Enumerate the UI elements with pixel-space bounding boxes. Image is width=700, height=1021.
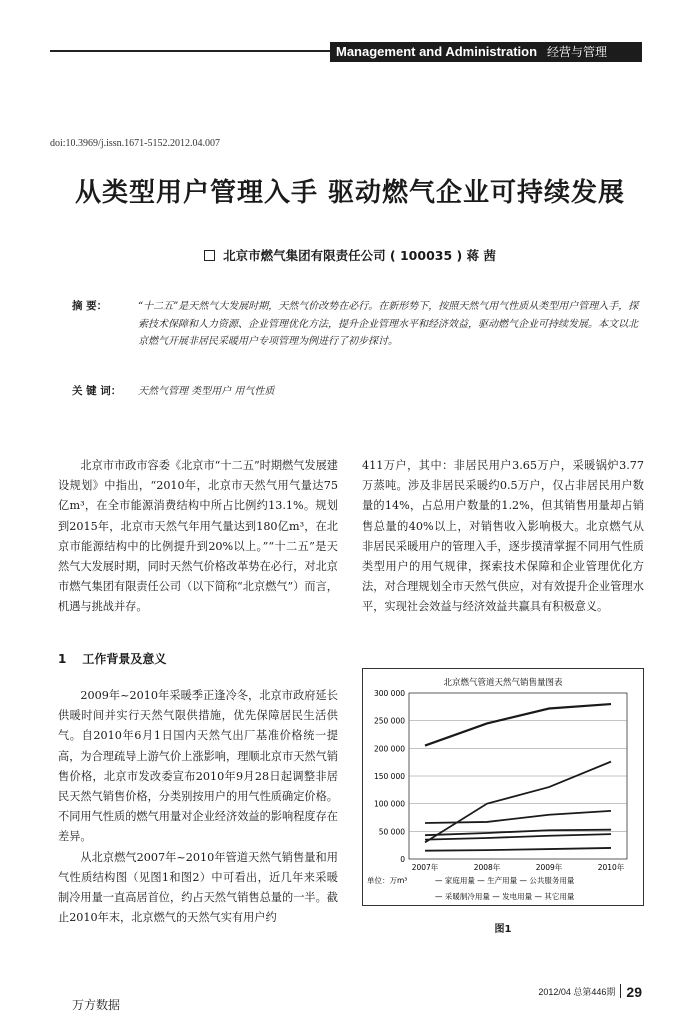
y-tick-label: 200 000 — [373, 744, 405, 754]
x-tick-label: 2007年 — [411, 863, 439, 872]
y-tick-label: 250 000 — [373, 716, 405, 726]
author-text: 北京市燃气集团有限责任公司 ( 100035 ) 蒋 茜 — [223, 248, 496, 263]
y-tick-label: 150 000 — [373, 772, 405, 781]
keywords — [72, 382, 274, 398]
abstract-label: 摘 要： — [72, 300, 108, 312]
section-zh: 经营与管理 — [547, 45, 608, 59]
series-line-4 — [425, 704, 611, 746]
x-tick-label: 2010年 — [597, 863, 625, 872]
series-lines — [425, 704, 611, 851]
y-tick-labels — [374, 689, 405, 864]
y-tick-label: 100 000 — [373, 799, 405, 809]
legend-row-2: — 采暖制冷用量 — 发电用量 — 其它用量 — [435, 892, 575, 901]
line-chart — [363, 669, 643, 905]
column-left-section — [58, 686, 338, 928]
legend-row-1: — 家庭用量 — 生产用量 — 公共服务用量 — [435, 876, 575, 885]
paragraph: 北京市市政市容委《北京市“十二五”时期燃气发展建设规划》中指出，“2010年，北京市天然气用气量达75亿m³，在全市能源消费结构中所占比例约13.1%。规划到2015年，北京市天然气年用气量达到180亿m³，在北京市能源结构中的比例提升到20%以上。”“十二五”是天然气大发展时期，同时天然气价格改革势在必行，对北京市燃气集团有限责任公司（以下简称“北京燃气”）而言，机遇与挑战并存。 — [58, 459, 338, 614]
section-title: 工作背景及意义 — [82, 652, 167, 666]
x-tick-labels — [412, 862, 625, 872]
chart-title: 北京燃气管道天然气销售量图表 — [443, 678, 563, 688]
gridlines — [409, 721, 627, 832]
y-tick-label: 0 — [400, 855, 405, 864]
footer-divider — [620, 984, 621, 998]
paragraph: 411万户，其中：非居民用户3.65万户，采暖锅炉3.77万蒸吨。涉及非居民采暖约0.5万户，仅占非居民用户数量的14%，占总用户数量的1.2%，但其销售用量却占销售总量的40%以上，对销售收入影响极大。北京燃气从非居民采暖用户的管理入手，逐步摸清掌握不同用气性质类型用户的用气规律，探索技术保障和企业管理优化方法，对合理规划全市天然气供应，对有效提升企业管理水平，实现社会效益与经济效益共赢具有积极意义。 — [362, 459, 644, 614]
x-tick-label: 2008年 — [473, 863, 501, 872]
y-tick-label: 50 000 — [378, 827, 405, 837]
section-en: Management and Administration — [336, 44, 538, 59]
issue-info: 2012/04 总第446期 — [538, 987, 616, 997]
series-line-1 — [425, 811, 611, 823]
article-title: 从类型用户管理入手 驱动燃气企业可持续发展 — [74, 178, 626, 208]
watermark: 万方数据 — [72, 998, 121, 1012]
doi: doi:10.3969/j.issn.1671-5152.2012.04.007 — [50, 138, 221, 149]
paragraph: 2009年~2010年采暖季正逢冷冬，北京市政府延长供暖时间并实行天然气限供措施，优先保障居民生活供气。自2010年6月1日国内天然气出厂基准价格统一提高，为合理疏导上游气价上涨影响，理顺北京市天然气销售价格，北京市发改委宣布2010年9月28日起调整非居民天然气销售价格，分类别按用户的用气性质确定价格。不同用气性质的燃气用量对企业经济效益的影响程度存在差异。 — [58, 689, 338, 844]
figure-1 — [362, 668, 644, 906]
paragraph: 从北京燃气2007年~2010年管道天然气销售量和用气性质结构图（见图1和图2）中可看出，近几年来采暖制冷用量一直高居首位，约占天然气销售总量的一半。截止2010年末，北京燃气的天然气实有用户约 — [58, 850, 338, 925]
series-line-3 — [425, 848, 611, 851]
column-right-intro — [362, 456, 644, 618]
column-left-intro — [58, 456, 338, 618]
page-number: 29 — [626, 984, 642, 1000]
checkbox-square-icon — [204, 250, 215, 261]
y-tick-label: 300 000 — [373, 689, 405, 698]
x-tick-label: 2009年 — [535, 863, 563, 872]
page-footer — [538, 984, 642, 1000]
keywords-label: 关 键 词： — [72, 385, 122, 397]
abstract-text: “十二五”是天然气大发展时期，天然气价改势在必行。在新形势下，按照天然气用气性质从类型用户管理入手，探索技术保障和人力资源、企业管理优化方法，提升企业管理水平和经济效益，驱动燃气企业可持续发展。本文以北京燃气开展非居民采暖用户专项管理为例进行了初步探讨。 — [138, 301, 639, 347]
section-heading — [58, 650, 166, 667]
section-number: 1 — [58, 652, 67, 666]
y-unit-label: 单位：万m³ — [367, 876, 408, 885]
figure-caption: 图1 — [494, 924, 512, 935]
author-line — [0, 246, 700, 264]
section-banner — [330, 42, 642, 62]
abstract — [72, 298, 642, 351]
keywords-text: 天然气管理 类型用户 用气性质 — [138, 386, 275, 397]
